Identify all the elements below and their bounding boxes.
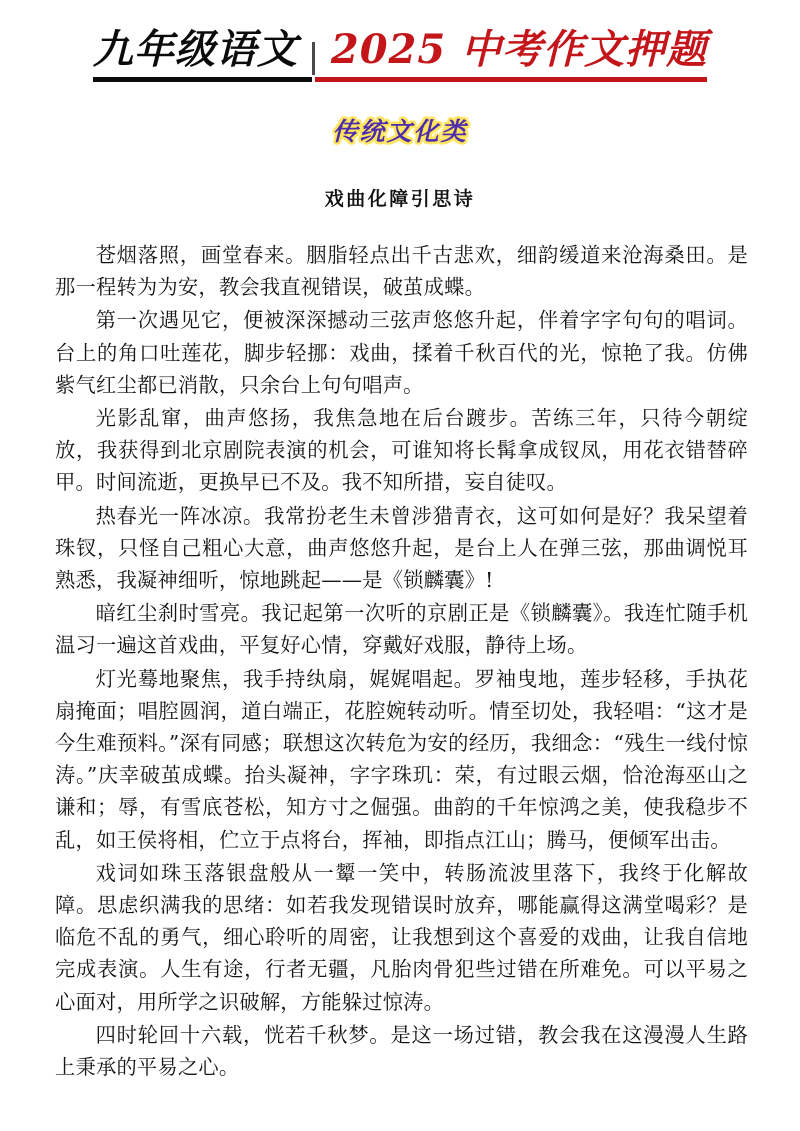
masthead [0, 0, 800, 82]
paragraph: 暗红尘刹时雪亮。我记起第一次听的京剧正是《锁麟囊》。我连忙随手机温习一遍这首戏曲，平复好心情，穿戴好戏服，静待上场。 [55, 601, 748, 658]
masthead-exam-title: 2025 中考作文押题 [315, 30, 707, 82]
essay-body [55, 239, 748, 1083]
paragraph: 戏词如珠玉落银盘般从一颦一笑中，转肠流波里落下，我终于化解故障。思虑织满我的思绪：如若我发现错误时放弃，哪能赢得这满堂喝彩？是临危不乱的勇气，细心聆听的周密，让我想到这个喜爱的戏曲，让我自信地完成表演。人生有途，行者无疆，凡胎肉骨犯些过错在所难免。可以平易之心面对，用所学之识破解，方能躲过惊涛。 [55, 860, 748, 1014]
paragraph: 四时轮回十六载，恍若千秋梦。是这一场过错，教会我在这漫漫人生路上秉承的平易之心。 [55, 1022, 748, 1080]
paragraph: 第一次遇见它，便被深深撼动三弦声悠悠升起，伴着字字句句的唱词。台上的角口吐莲花，脚步轻挪：戏曲，揉着千秋百代的光，惊艳了我。仿佛紫气红尘都已消散，只余台上句句唱声。 [55, 308, 748, 397]
essay-title: 戏曲化障引思诗 [324, 188, 476, 210]
paragraph: 光影乱窜，曲声悠扬，我焦急地在后台踱步。苦练三年，只待今朝绽放，我获得到北京剧院表演的机会，可谁知将长髯拿成钗凤，用花衣错替碎甲。时间流逝，更换早已不及。我不知所措，妄自徒叹。 [55, 406, 748, 495]
paragraph: 热春光一阵冰凉。我常扮老生未曾涉猎青衣，这可如何是好？我呆望着珠钗，只怪自己粗心大意，曲声悠悠升起，是台上人在弹三弦，那曲调悦耳熟悉，我凝神细听，惊地跳起——是《锁麟囊》! [55, 503, 748, 593]
paragraph: 灯光蓦地聚焦，我手持纨扇，娓娓唱起。罗袖曳地，莲步轻移，手执花扇掩面；唱腔圆润，道白端正，花腔婉转动听。情至切处，我轻唱：“这才是今生难预料。”深有同感；联想这次转危为安的经历，我细念：“残生一线付惊涛。”庆幸破茧成蝶。抬头凝神，字字珠玑：荣，有过眼云烟，恰沧海巫山之谦和；辱，有雪底苍松，知方寸之倔强。曲韵的千年惊鸿之美，使我稳步不乱，如王侯将相，伫立于点将台，挥袖，即指点江山；腾马，便倾军出击。 [55, 666, 748, 852]
masthead-subject-title: 九年级语文 [93, 30, 312, 82]
category-row [0, 112, 800, 148]
category-label: 传统文化类 [332, 117, 468, 146]
paragraph: 苍烟落照，画堂春来。胭脂轻点出千古悲欢，细韵缓道来沧海桑田。是那一程转为为安，教会我直视错误，破茧成蝶。 [55, 243, 748, 300]
